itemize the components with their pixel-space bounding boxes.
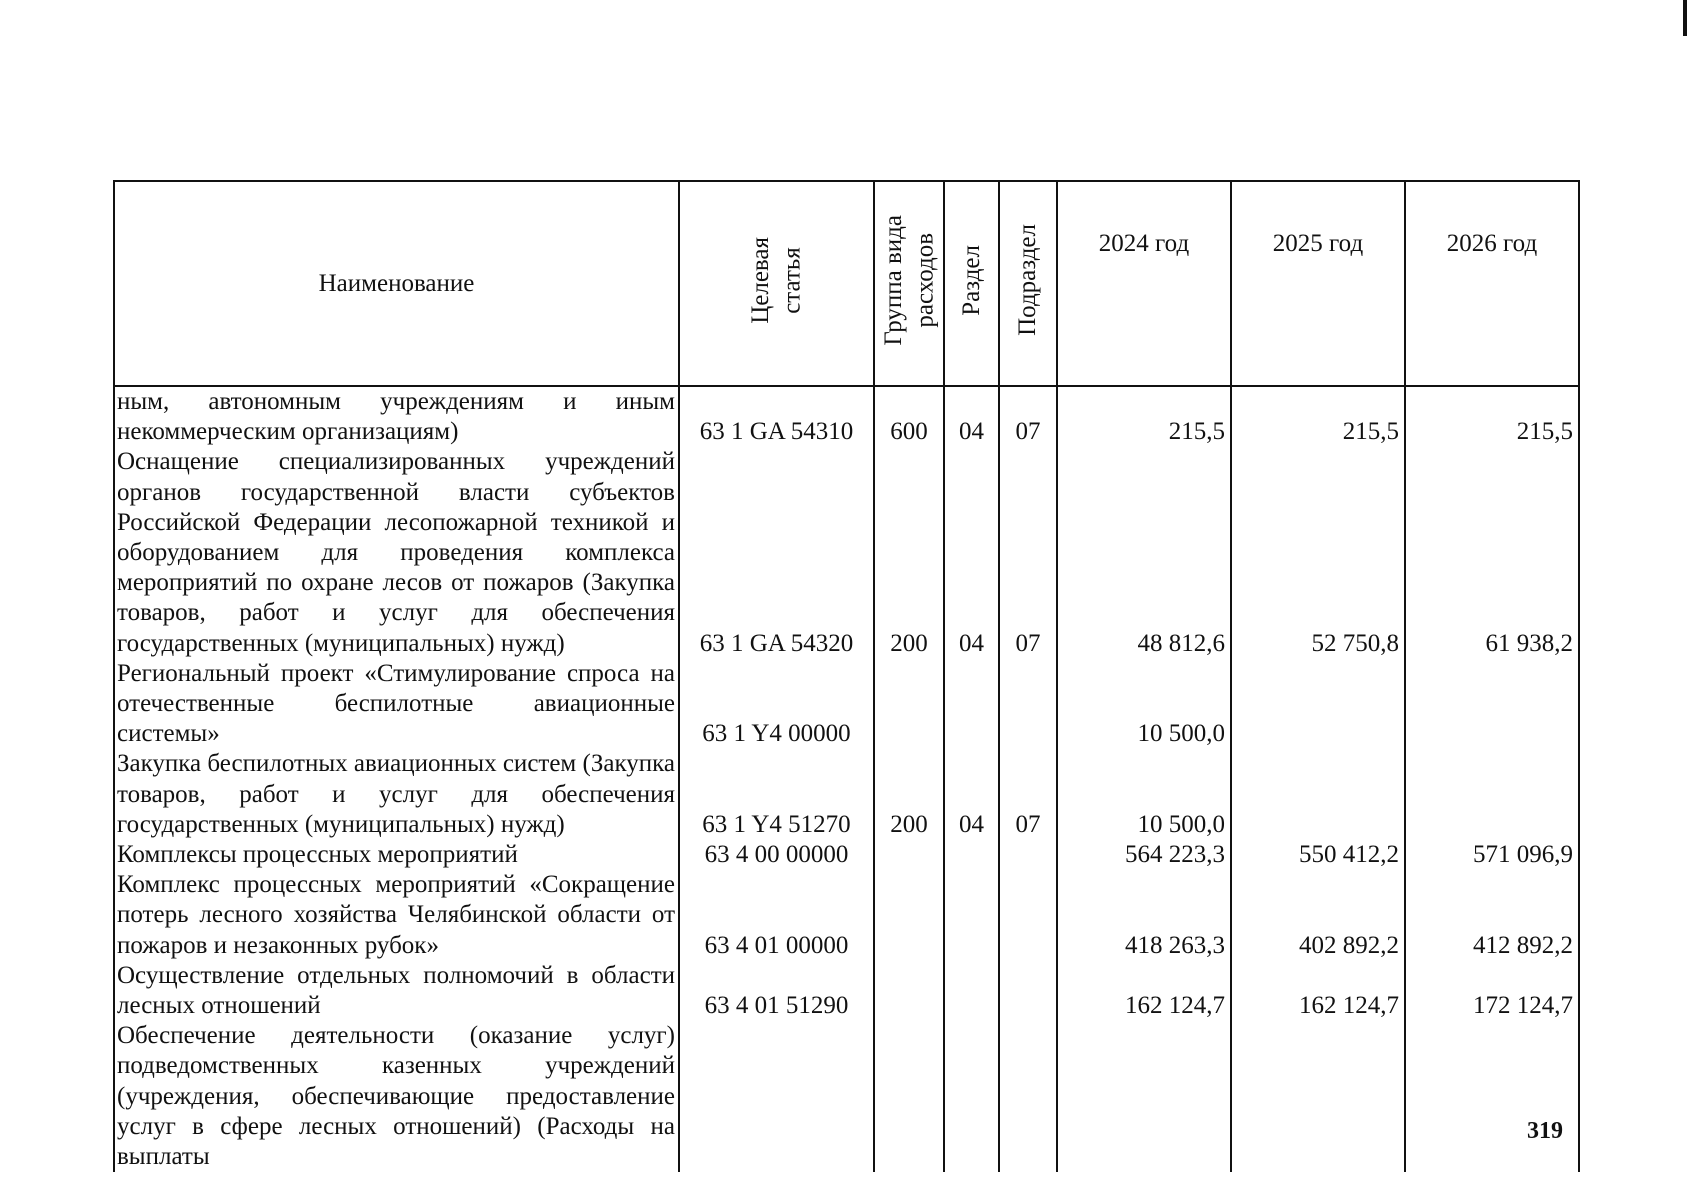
row-amount-2024: 48 812,6 xyxy=(1057,447,1231,658)
header-year-2025 xyxy=(1231,181,1405,386)
row-subsection: 07 xyxy=(999,447,1057,658)
row-amount-2025: 215,5 xyxy=(1231,386,1405,447)
row-name: Оснащение специализированных учреждений органов государственной власти субъектов Российской Федерации лесопожарной техникой и оборудованием для проведения комплекса мероприятий по охране лесов от пожаров (Закупка товаров, работ и услуг для обеспечения государственных (муниципальных) нужд) xyxy=(114,447,679,658)
row-amount-2024: 10 500,0 xyxy=(1057,659,1231,750)
row-section: 04 xyxy=(944,447,999,658)
row-amount-2025 xyxy=(1231,659,1405,750)
row-amount-2024: 418 263,3 xyxy=(1057,870,1231,961)
row-section xyxy=(944,659,999,750)
row-name: Закупка беспилотных авиационных систем (Закупка товаров, работ и услуг для обеспечения государственных (муниципальных) нужд) xyxy=(114,749,679,840)
row-name: ным, автономным учреждениям и иным некоммерческим организациям) xyxy=(114,386,679,447)
header-expense-group-line1: Группа вида xyxy=(879,214,907,346)
row-amount-2026: 412 892,2 xyxy=(1405,870,1579,961)
header-subsection-label: Подраздел xyxy=(1014,224,1042,336)
header-target-article-line2: статья xyxy=(778,246,806,314)
row-expense-group: 200 xyxy=(874,447,944,658)
header-section xyxy=(944,181,999,386)
row-expense-group xyxy=(874,659,944,750)
row-subsection xyxy=(999,659,1057,750)
row-target-article: 63 1 GA 54310 xyxy=(679,386,874,447)
row-section xyxy=(944,1021,999,1172)
row-expense-group: 600 xyxy=(874,386,944,447)
row-amount-2024: 215,5 xyxy=(1057,386,1231,447)
row-amount-2026 xyxy=(1405,1021,1579,1172)
row-section xyxy=(944,870,999,961)
row-amount-2024: 564 223,3 xyxy=(1057,840,1231,870)
row-subsection xyxy=(999,870,1057,961)
row-amount-2026: 61 938,2 xyxy=(1405,447,1579,658)
table-header-row xyxy=(114,181,1579,386)
row-expense-group xyxy=(874,1021,944,1172)
row-section: 04 xyxy=(944,749,999,840)
row-amount-2026: 172 124,7 xyxy=(1405,961,1579,1021)
row-target-article: 63 4 00 00000 xyxy=(679,840,874,870)
header-name xyxy=(114,181,679,386)
header-year-2026-label: 2026 год xyxy=(1446,230,1538,257)
table-row xyxy=(114,1021,1579,1172)
page-number: 319 xyxy=(1527,1118,1563,1144)
header-expense-group-label xyxy=(878,215,941,346)
row-name: Комплексы процессных мероприятий xyxy=(114,840,679,870)
row-amount-2025 xyxy=(1231,749,1405,840)
row-subsection xyxy=(999,1021,1057,1172)
row-amount-2024: 162 124,7 xyxy=(1057,961,1231,1021)
row-amount-2024 xyxy=(1057,1021,1231,1172)
row-expense-group xyxy=(874,961,944,1021)
table-row xyxy=(114,870,1579,961)
page-edge-mark xyxy=(1683,0,1687,36)
row-name: Осуществление отдельных полномочий в области лесных отношений xyxy=(114,961,679,1021)
row-amount-2026: 571 096,9 xyxy=(1405,840,1579,870)
row-target-article: 63 4 01 00000 xyxy=(679,870,874,961)
row-target-article: 63 1 Y4 00000 xyxy=(679,659,874,750)
header-expense-group xyxy=(874,181,944,386)
table-row xyxy=(114,659,1579,750)
row-target-article: 63 1 GA 54320 xyxy=(679,447,874,658)
row-subsection: 07 xyxy=(999,386,1057,447)
row-amount-2025: 402 892,2 xyxy=(1231,870,1405,961)
row-amount-2025: 162 124,7 xyxy=(1231,961,1405,1021)
row-amount-2024: 10 500,0 xyxy=(1057,749,1231,840)
header-year-2024 xyxy=(1057,181,1231,386)
row-target-article xyxy=(679,1021,874,1172)
row-section: 04 xyxy=(944,386,999,447)
budget-table xyxy=(113,180,1580,1172)
row-subsection xyxy=(999,840,1057,870)
row-target-article: 63 4 01 51290 xyxy=(679,961,874,1021)
header-expense-group-line2: расходов xyxy=(911,232,938,328)
header-year-2026 xyxy=(1405,181,1579,386)
row-expense-group: 200 xyxy=(874,749,944,840)
row-amount-2026: 215,5 xyxy=(1405,386,1579,447)
table-row xyxy=(114,961,1579,1021)
row-amount-2026 xyxy=(1405,749,1579,840)
header-name-label: Наименование xyxy=(318,269,475,297)
row-amount-2025: 550 412,2 xyxy=(1231,840,1405,870)
header-subsection xyxy=(999,181,1057,386)
row-subsection xyxy=(999,961,1057,1021)
table-row xyxy=(114,386,1579,447)
header-target-article xyxy=(679,181,874,386)
row-name: Региональный проект «Стимулирование спроса на отечественные беспилотные авиационные системы» xyxy=(114,659,679,750)
table-row xyxy=(114,749,1579,840)
row-name: Комплекс процессных мероприятий «Сокращение потерь лесного хозяйства Челябинской области от пожаров и незаконных рубок» xyxy=(114,870,679,961)
row-expense-group xyxy=(874,870,944,961)
header-section-label: Раздел xyxy=(957,244,985,316)
table-row xyxy=(114,840,1579,870)
row-section xyxy=(944,840,999,870)
row-expense-group xyxy=(874,840,944,870)
header-target-article-label xyxy=(745,237,808,324)
row-amount-2026 xyxy=(1405,659,1579,750)
row-amount-2025 xyxy=(1231,1021,1405,1172)
row-subsection: 07 xyxy=(999,749,1057,840)
header-target-article-line1: Целевая xyxy=(747,236,775,324)
header-year-2024-label: 2024 год xyxy=(1098,230,1190,257)
row-amount-2025: 52 750,8 xyxy=(1231,447,1405,658)
row-target-article: 63 1 Y4 51270 xyxy=(679,749,874,840)
header-year-2025-label: 2025 год xyxy=(1272,230,1364,257)
row-name: Обеспечение деятельности (оказание услуг) подведомственных казенных учреждений (учреждения, обеспечивающие предоставление услуг в сфере лесных отношений) (Расходы на выплаты xyxy=(114,1021,679,1172)
table-row xyxy=(114,447,1579,658)
row-section xyxy=(944,961,999,1021)
